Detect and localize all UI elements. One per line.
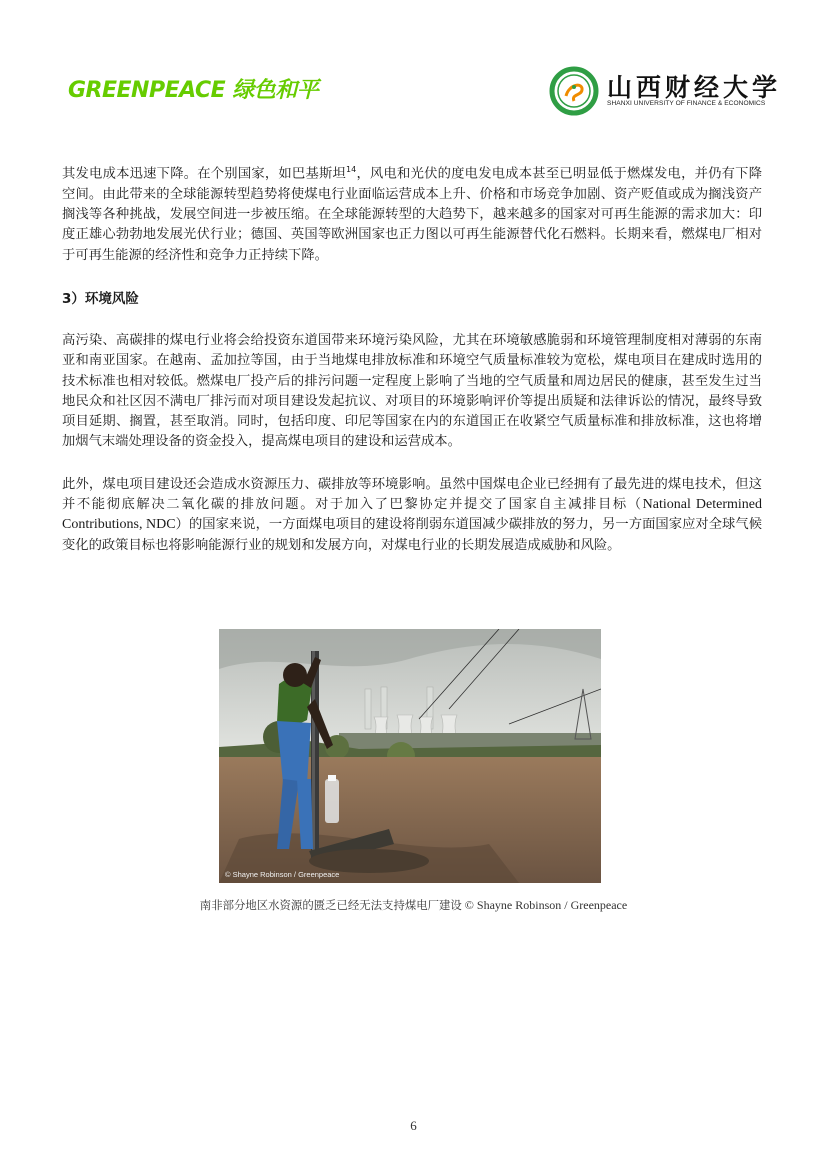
photo-credit: © Shayne Robinson / Greenpeace: [225, 870, 340, 879]
paragraph-text: ，风电和光伏的度电发电成本甚至已明显低于燃煤发电，并仍有下降空间。由此带来的全球能源转型趋势将使煤电行业面临运营成本上升、价格和市场竞争加剧、资产贬值或成为搁浅资产搁浅等各种挑战，发展空间进一步被压缩。在全球能源转型的大趋势下，越来越多的国家对可再生能源的需求加大：印度正雄心勃勃地发展光伏行业；德国、英国等欧洲国家也正力图以可再生能源替代化石燃料。长期来看，燃煤电厂相对于可再生能源的经济性和竞争力正持续下降。: [62, 166, 763, 263]
ndc-term: National Determined Contributions, NDC: [62, 496, 763, 533]
caption-credit: © Shayne Robinson / Greenpeace: [461, 898, 628, 912]
university-emblem-icon: [549, 66, 599, 116]
caption-text: 南非部分地区水资源的匮乏已经无法支持煤电厂建设: [199, 898, 462, 912]
paragraph-energy-transition: [62, 160, 762, 266]
figure-caption: [0, 897, 827, 913]
paragraph-text: ）的国家来说，一方面煤电项目的建设将削弱东道国减少碳排放的努力，另一方面国家应对全球气候变化的政策目标也将影响能源行业的规划和发展方向，对煤电行业的长期发展造成威胁和风险。: [62, 517, 762, 553]
paragraph-environmental-risk: 高污染、高碳排的煤电行业将会给投资东道国带来环境污染风险，尤其在环境敏感脆弱和环境管理制度相对薄弱的东南亚和南亚国家。在越南、孟加拉等国，由于当地煤电排放标准和环境空气质量标准较为宽松，煤电项目在建成时选用的技术标准也相对较低。燃煤电厂投产后的排污问题一定程度上影响了当地的空气质量和周边居民的健康，甚至发生过当地民众和社区因不满电厂排污而对项目建设发起抗议、对项目的环境影响评价等提出质疑和法律诉讼的情况，最终导致项目延期、搁置，甚至取消。同时，包括印度、印尼等国家在内的东道国正在收紧空气质量标准和排放标准，这也将增加烟气末端处理设备的资金投入，提高煤电项目的建设和运营成本。: [62, 332, 762, 450]
page-number: 6: [410, 1118, 417, 1133]
paragraph-text: 其发电成本迅速下降。在个别国家，如巴基斯坦: [62, 166, 347, 182]
report-body: [62, 160, 762, 556]
page-header: [0, 0, 827, 130]
paragraph-text: 此外，煤电项目建设还会造成水资源压力、碳排放等环境影响。虽然中国煤电企业已经拥有了最先进的煤电技术，但这并不能彻底解决二氧化碳的排放问题。对于加入了巴黎协定并提交了国家自主减排目标（: [62, 476, 762, 512]
university-logo: [549, 66, 782, 116]
university-name-en: SHANXI UNIVERSITY OF FINANCE & ECONOMICS: [607, 100, 766, 107]
section-heading: 3）环境风险: [62, 290, 139, 307]
university-name-cn: 山西财经大学: [607, 73, 782, 102]
photo-illustration: [219, 629, 601, 883]
paragraph-water-carbon: [62, 475, 762, 556]
photo-water-pump: [219, 629, 601, 883]
greenpeace-logo: GREENPEACE 绿色和平: [68, 78, 319, 103]
footnote-ref[interactable]: 14: [346, 165, 357, 174]
